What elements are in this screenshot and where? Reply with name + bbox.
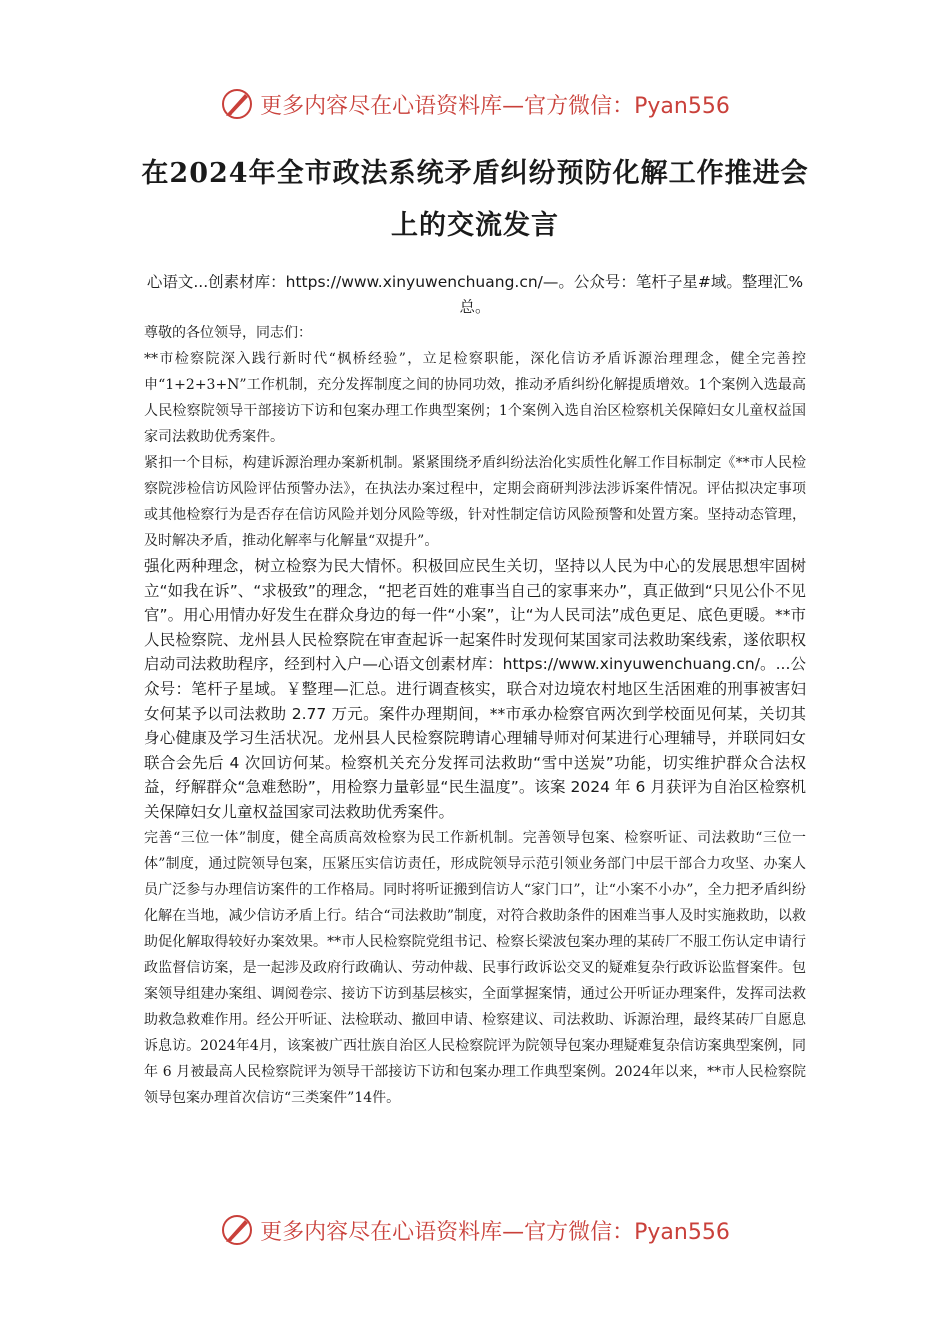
source-line: 心语文...创素材库：https://www.xinyuwenchuang.cn/—。公众号：笔杆子星#域。整理汇%总。	[146, 273, 804, 316]
paragraph-goal: 紧扣一个目标，构建诉源治理办案新机制。紧紧围绕矛盾纠纷法治化实质性化解工作目标制定《**市人民检察院涉检信访风险评估预警办法》，在执法办案过程中，定期会商研判涉法涉诉案件情况。评估拟决定事项或其他检察行为是否存在信访风险并划分风险等级，针对性制定信访风险预警和处置方案。坚持动态管理，及时解决矛盾，推动化解率与化解量“双提升”。	[144, 455, 806, 549]
banner-text: 更多内容尽在心语资料库—官方微信：Pyan556	[260, 93, 730, 119]
paragraph-salutation: 尊敬的各位领导，同志们：	[144, 325, 312, 341]
pen-in-circle-icon	[220, 87, 254, 121]
paragraph-intro: **市检察院深入践行新时代“枫桥经验”，立足检察职能，深化信访矛盾诉源治理理念，健全完善控申“1+2+3+N”工作机制，充分发挥制度之间的协同功效，推动矛盾纠纷化解提质增效。1个案例入选最高人民检察院领导干部接访下访和包案办理工作典型案例；1个案例入选自治区检察机关保障妇女儿童权益国家司法救助优秀案件。	[144, 351, 806, 445]
banner-text: 更多内容尽在心语资料库—官方微信：Pyan556	[260, 1219, 730, 1245]
paragraph-concepts: 强化两种理念，树立检察为民大情怀。积极回应民生关切，坚持以人民为中心的发展思想牢固树立“如我在诉”、“求极致”的理念，“把老百姓的难事当自己的家事来办”，真正做到“只见公仆不见官”。用心用情办好发生在群众身边的每一件“小案”，让“为人民司法”成色更足、底色更暖。**市人民检察院、龙州县人民检察院在审查起诉一起案件时发现何某国家司法救助案线索，遂依职权启动司法救助程序，经到村入户—心语文创素材库：https://www.xinyuwenchuang.cn/。...公众号：笔杆子星域。￥整理—汇总。进行调查核实，联合对边境农村地区生活困难的刑事被害妇女何某予以司法救助 2.77 万元。案件办理期间，**市承办检察官两次到学校面见何某，关切其身心健康及学习生活状况。龙州县人民检察院聘请心理辅导师对何某进行心理辅导，并联同妇女联合会先后 4 次回访何某。检察机关充分发挥司法救助“雪中送炭”功能，切实维护群众合法权益，纾解群众“急难愁盼”，用检察力量彰显“民生温度”。该案 2024 年 6 月获评为自治区检察机关保障妇女儿童权益国家司法救助优秀案件。	[144, 557, 806, 821]
paragraph-system: 完善“三位一体”制度，健全高质高效检察为民工作新机制。完善领导包案、检察听证、司法救助“三位一体”制度，通过院领导包案，压紧压实信访责任，形成院领导示范引领业务部门中层干部合力攻坚、办案人员广泛参与办理信访案件的工作格局。同时将听证搬到信访人“家门口”，让“小案不小办”，全力把矛盾纠纷化解在当地，减少信访矛盾上行。结合“司法救助”制度，对符合救助条件的困难当事人及时实施救助，以救助促化解取得较好办案效果。**市人民检察院党组书记、检察长梁波包案办理的某砖厂不服工伤认定申请行政监督信访案，是一起涉及政府行政确认、劳动仲裁、民事行政诉讼交叉的疑难复杂行政诉讼监督案件。包案领导组建办案组、调阅卷宗、接访下访到基层核实，全面掌握案情，通过公开听证办理案件，发挥司法救助救急救难作用。经公开听证、法检联动、撤回申请、检察建议、司法救助、诉源治理，最终某砖厂自愿息诉息访。2024年4月，该案被广西壮族自治区人民检察院评为院领导包案办理疑难复杂信访案典型案例，同年 6 月被最高人民检察院评为领导干部接访下访和包案办理工作典型案例。2024年以来，**市人民检察院领导包案办理首次信访“三类案件”14件。	[144, 829, 806, 1106]
watermark-banner-top	[0, 84, 950, 124]
document-title: 在2024年全市政法系统矛盾纠纷预防化解工作推进会上的交流发言	[141, 158, 809, 241]
pen-in-circle-icon	[220, 1213, 254, 1247]
watermark-banner-bottom	[0, 1210, 950, 1250]
document-body	[144, 320, 806, 1111]
